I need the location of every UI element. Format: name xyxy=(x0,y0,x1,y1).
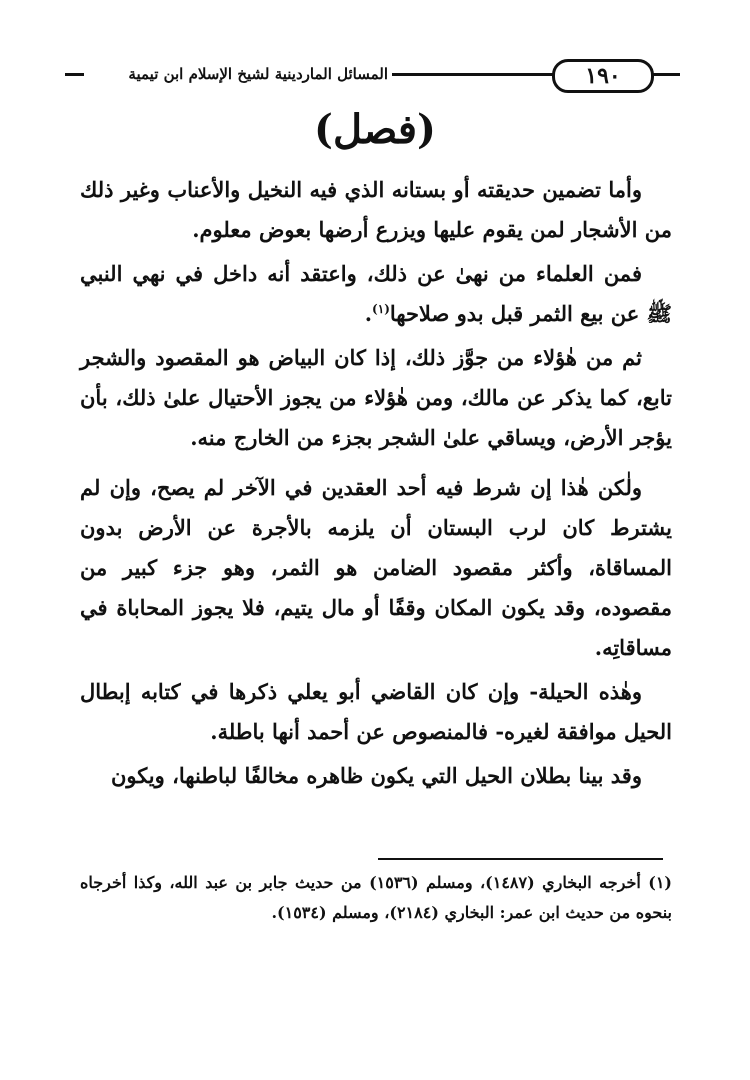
paragraph-3: ثم من هٰؤلاء من جوَّز ذلك، إذا كان البياض هو المقصود والشجر تابع، كما يذكر عن مالك، ومن هٰؤلاء من يجوز الأحتيال علىٰ ذلك، بأن يؤجر الأرض، ويساقي علىٰ الشجر بجزء من الخارج منه. xyxy=(80,345,672,450)
paragraph-1: وأما تضمين حديقته أو بستانه الذي فيه النخيل والأعناب وغير ذلك من الأشجار لمن يقوم عليها ويزرع أرضها بعوض معلوم. xyxy=(80,177,672,242)
footnote-1: (١) أخرجه البخاري (١٤٨٧)، ومسلم (١٥٣٦) من حديث جابر بن عبد الله، وكذا أخرجاه بنحوه من حديث ابن عمر: البخاري (٢١٨٤)، ومسلم (١٥٣٤). xyxy=(80,873,672,922)
footnote-reference[interactable]: (١) xyxy=(372,302,390,316)
footnote-separator xyxy=(378,858,663,860)
paragraph-4: ولٰكن هٰذا إن شرط فيه أحد العقدين في الآخر لم يصح، وإن لم يشترط كان لرب البستان أن يلزمه بالأجرة عن الأرض بدون المساقاة، وأكثر مقصود الضامن هو الثمر، وهو جزء كبير من مقصوده، وقد يكون المكان وقفًا أو مال يتيم، فلا يجوز المحاباة في مساقاتِه. xyxy=(80,475,672,660)
page-number: ١٩٠ xyxy=(552,59,654,93)
paragraph-2-text: فمن العلماء من نهىٰ عن ذلك، واعتقد أنه داخل في نهي النبي ﷺ عن بيع الثمر قبل بدو صلاحها xyxy=(80,261,672,326)
running-title: المسائل الماردينية لشيخ الإسلام ابن تيمية xyxy=(84,63,392,85)
section-heading: (فصل) xyxy=(314,106,436,153)
footnotes xyxy=(80,868,672,928)
running-header xyxy=(60,58,660,92)
paragraph-5: وهٰذه الحيلة- وإن كان القاضي أبو يعلي ذكرها في كتابه إبطال الحيل موافقة لغيره- فالمنصوص عن أحمد أنها باطلة. xyxy=(80,679,672,744)
paragraph-6: وقد بينا بطلان الحيل التي يكون ظاهره مخالفًا لباطنها، ويكون xyxy=(110,763,642,788)
paragraph-2-end: . xyxy=(364,301,373,326)
paragraph-2 xyxy=(80,254,672,334)
body-text xyxy=(80,170,672,800)
